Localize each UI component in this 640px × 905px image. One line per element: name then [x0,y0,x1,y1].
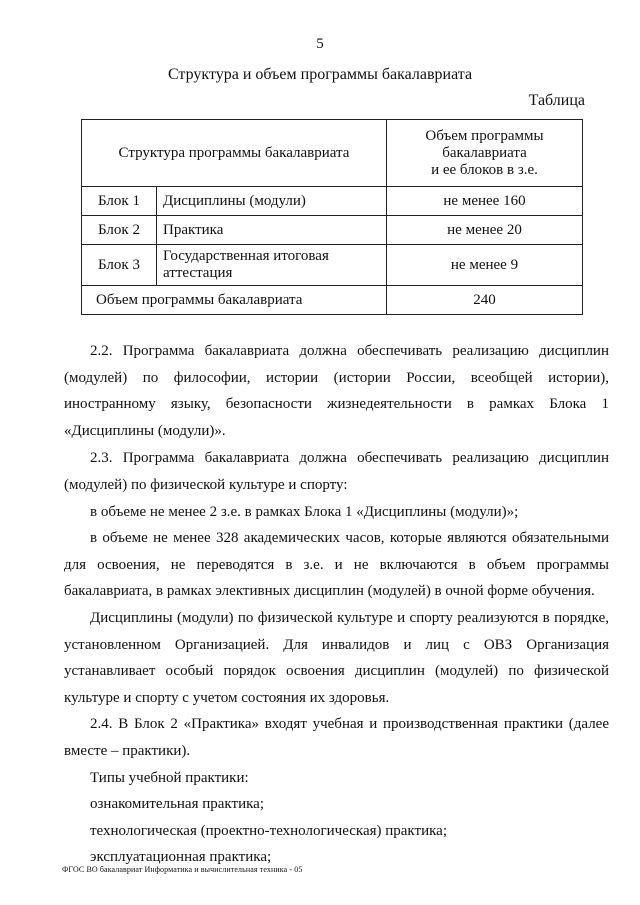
block-cell: Блок 1 [82,187,157,216]
page-number: 5 [316,36,324,52]
structure-table [81,119,583,315]
header-volume-line: Объем программы [425,127,544,144]
list-item: эксплуатационная практика; [90,849,272,866]
total-value: 240 [387,286,583,315]
paragraph-item: в объеме не менее 2 з.е. в рамках Блока 1 «Дисциплины (модули)»; [90,503,519,520]
table-header-row [82,120,583,187]
paragraph-2-4: 2.4. В Блок 2 «Практика» входят учебная и производственная практики (далее вместе – практики). [64,716,609,759]
total-label: Объем программы бакалавриата [82,286,387,315]
block-name-cell [157,245,387,286]
header-volume [387,120,583,187]
paragraph-2-2: 2.2. Программа бакалавриата должна обеспечивать реализацию дисциплин (модулей) по философии, истории (истории России, всеобщей истории), иностранному языку, безопасности жизнедеятельности в рамках Блока 1 «Дисциплины (модули)». [64,343,609,439]
table-row [82,245,583,286]
table-label: Таблица [528,92,585,109]
paragraph: Дисциплины (модули) по физической культуре и спорту реализуются в порядке, установленном Организацией. Для инвалидов и лиц с ОВЗ Организация устанавливает особый порядок освоения дисциплин (модулей) по физической культуре и спорту с учетом состояния их здоровья. [64,609,609,706]
page-title: Структура и объем программы бакалавриата [167,66,473,83]
document-body [64,338,609,871]
header-structure: Структура программы бакалавриата [82,120,387,187]
volume-cell: не менее 9 [387,245,583,286]
table-row [82,216,583,245]
block-name-cell: Практика [157,216,387,245]
block-name-line: аттестация [163,265,233,281]
volume-cell: не менее 160 [387,187,583,216]
block-cell: Блок 2 [82,216,157,245]
block-cell: Блок 3 [82,245,157,286]
list-item: ознакомительная практика; [90,796,264,813]
block-name-cell: Дисциплины (модули) [157,187,387,216]
header-volume-line: и ее блоков в з.е. [431,161,538,178]
list-item: технологическая (проектно-технологическая) практика; [90,822,447,839]
table-row [82,187,583,216]
paragraph: Типы учебной практики: [90,769,249,786]
paragraph-2-3: 2.3. Программа бакалавриата должна обеспечивать реализацию дисциплин (модулей) по физической культуре и спорту: [64,450,609,493]
volume-cell: не менее 20 [387,216,583,245]
footer: ФГОС ВО бакалавриат Информатика и вычислительная техника - 05 [62,865,303,874]
table-total-row [82,286,583,315]
paragraph-item: в объеме не менее 328 академических часов, которые являются обязательными для освоения, не переводятся в з.е. и не включаются в объем программы бакалавриата, в рамках элективных дисциплин (модулей) в очной форме обучения. [64,530,609,600]
block-name-line: Государственная итоговая [163,248,329,264]
header-volume-line: бакалавриата [442,144,527,161]
